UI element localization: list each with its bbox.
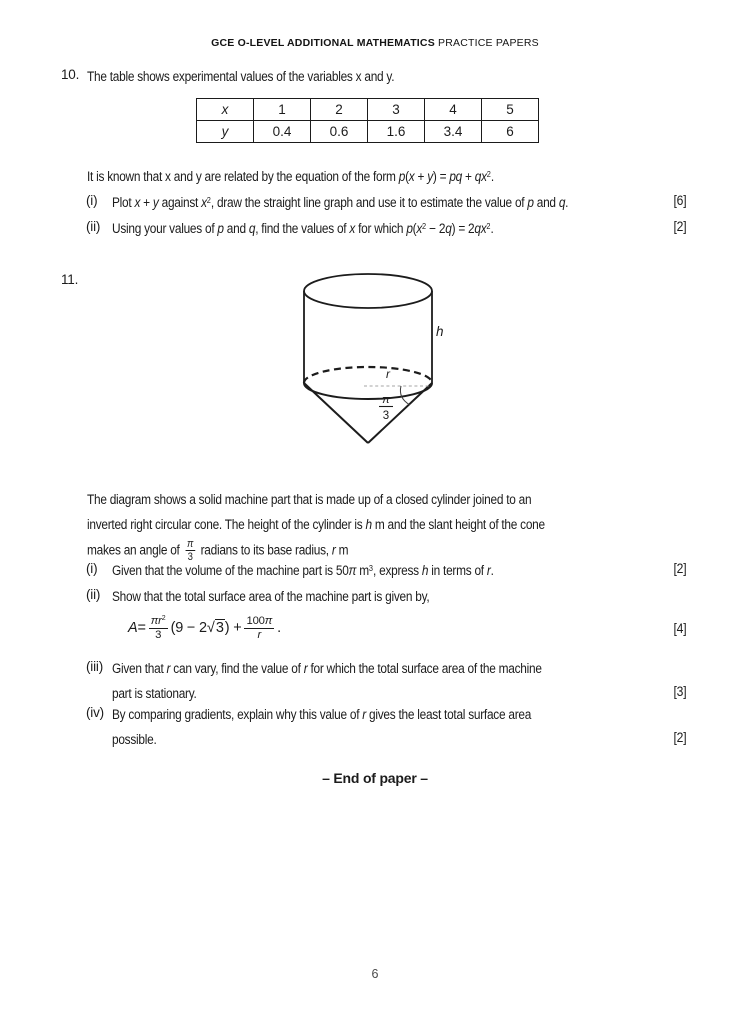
text-run: (9 − 2 — [170, 620, 207, 636]
experimental-values-table — [196, 98, 539, 143]
fraction — [244, 615, 274, 642]
value-cell: 2 — [311, 99, 368, 121]
q10-item-i-marks: [6] — [673, 193, 686, 208]
text-run: − 2 — [426, 221, 446, 236]
text-run: + — [140, 195, 153, 210]
text-run: r — [166, 661, 171, 676]
table-row — [197, 99, 539, 121]
angle-fraction-denominator: 3 — [382, 410, 390, 422]
page-number: 6 — [371, 967, 379, 981]
text-run: pq — [449, 169, 463, 184]
q11-item-iii-text-line-1 — [112, 659, 542, 679]
text-run: Using your values of — [112, 221, 218, 236]
value-cell: 0.6 — [311, 121, 368, 143]
text-run: GCE O-LEVEL ADDITIONAL MATHEMATICS — [211, 37, 435, 49]
text-run: , find the values of — [255, 221, 350, 236]
text-run: The diagram shows a solid machine part that is made up of a closed cylinder joined to an — [87, 492, 532, 507]
text-run: m — [335, 542, 349, 558]
q11-item-i-marker: (i) — [86, 561, 98, 576]
text-run: ( — [405, 169, 409, 184]
value-cell: 5 — [482, 99, 539, 121]
text-run: r — [158, 614, 162, 627]
fraction — [185, 538, 195, 564]
q11-item-ii-text — [112, 587, 429, 607]
q10-item-ii-marker: (ii) — [86, 219, 101, 234]
text-run: π — [348, 563, 357, 578]
q11-item-ii-marker: (ii) — [86, 587, 101, 602]
cylinder-bottom-front-arc — [304, 383, 432, 399]
value-cell: 4 — [425, 99, 482, 121]
q10-item-ii-marks: [2] — [673, 219, 686, 234]
text-run: makes an angle of — [87, 542, 183, 558]
text-run: p — [217, 221, 224, 236]
text-run: for which the total surface area of the machine — [307, 661, 542, 676]
text-run: 3 — [368, 562, 374, 573]
text-run: By comparing gradients, explain why this value of — [112, 707, 363, 722]
text-run: 2 — [422, 220, 427, 231]
question-11-number: 11. — [61, 272, 79, 287]
text-run: π — [264, 614, 273, 627]
text-run: p — [406, 221, 413, 236]
angle-fraction-numerator: π — [382, 394, 390, 406]
text-run: p — [398, 169, 406, 184]
text-run: r — [303, 661, 308, 676]
q11-description-line-2 — [87, 515, 545, 535]
text-run: , draw the straight line graph and use it to estimate the value of — [210, 195, 528, 210]
text-run: . — [565, 195, 569, 210]
value-cell: 3 — [368, 99, 425, 121]
text-run: against — [158, 195, 202, 210]
text-run: π — [187, 538, 194, 550]
cylinder-top-ellipse — [304, 274, 432, 308]
row-header-cell: x — [197, 99, 254, 121]
q11-description-line-3 — [87, 538, 348, 564]
text-run: 3 — [187, 551, 193, 564]
value-cell: 1.6 — [368, 121, 425, 143]
text-run: can vary, find the value of — [170, 661, 304, 676]
text-run: Plot — [112, 195, 135, 210]
text-run: x — [349, 221, 356, 236]
cylinder-bottom-back-arc-dashed — [304, 367, 432, 383]
q11-item-iv-marker: (iv) — [86, 705, 104, 720]
text-run: PRACTICE PAPERS — [434, 37, 539, 49]
text-run: . — [490, 563, 494, 578]
value-cell: 0.4 — [254, 121, 311, 143]
square-root: √3 — [206, 620, 224, 636]
text-run: h — [365, 517, 372, 532]
fraction — [149, 615, 168, 642]
text-run: ) + — [224, 620, 242, 636]
text-run: r — [486, 563, 491, 578]
question-10-number: 10. — [61, 67, 80, 82]
text-run: x — [408, 169, 415, 184]
q11-item-i-marks: [2] — [673, 561, 686, 576]
end-of-paper-note: – End of paper – — [322, 770, 428, 786]
q11-description-line-1 — [87, 490, 531, 510]
text-run: Given that the volume of the machine part is 50 — [112, 563, 349, 578]
text-run: Show that the total surface area of the machine part is given by, — [112, 589, 430, 604]
text-run: inverted right circular cone. The height of the cylinder is — [87, 517, 366, 532]
text-run: . — [490, 221, 494, 236]
text-run: x — [416, 221, 423, 236]
text-run: It is known that x and y are related by the equation of the form — [87, 169, 399, 184]
q11-item-iii-marks: [3] — [673, 684, 686, 699]
text-run: π — [150, 614, 159, 627]
text-run: . — [277, 620, 281, 636]
text-run: x — [134, 195, 141, 210]
value-cell: 3.4 — [425, 121, 482, 143]
q11-item-iv-text-line-2 — [112, 730, 157, 750]
page-header — [0, 37, 750, 49]
text-run: qx — [474, 221, 487, 236]
text-run: q — [445, 221, 452, 236]
value-cell: 6 — [482, 121, 539, 143]
text-run: p — [527, 195, 534, 210]
text-run: 2 — [206, 194, 211, 205]
q11-item-iii-text-line-2 — [112, 684, 197, 704]
text-run: q — [248, 221, 256, 236]
text-run: = — [137, 620, 146, 636]
cone-left-slant — [304, 383, 368, 443]
q11-equation-marks: [4] — [673, 621, 686, 636]
text-run: and — [533, 195, 559, 210]
q11-item-iv-marks: [2] — [673, 730, 686, 745]
text-run: y — [152, 195, 159, 210]
text-run: gives the least total surface area — [365, 707, 532, 722]
q10-item-ii-text — [112, 219, 494, 240]
text-run: in terms of — [428, 563, 487, 578]
row-header-cell: y — [197, 121, 254, 143]
q11-item-i-text — [112, 561, 494, 582]
q10-relation-statement — [87, 167, 494, 188]
text-run: ) = — [432, 169, 450, 184]
radius-label: r — [386, 367, 390, 381]
text-run: Given that — [112, 661, 167, 676]
text-run: h — [421, 563, 429, 578]
text-run: , express — [373, 563, 422, 578]
text-run: possible. — [112, 732, 157, 747]
cylinder-cone-diagram — [300, 270, 450, 450]
text-run: A — [128, 620, 138, 636]
q10-item-i-text — [112, 193, 568, 214]
text-run: for which — [355, 221, 407, 236]
text-run: 3 — [155, 628, 162, 641]
question-10-intro: The table shows experimental values of the variables x and y. — [87, 69, 395, 84]
text-run: ( — [412, 221, 417, 236]
q11-item-iii-marker: (iii) — [86, 659, 103, 674]
text-run: x — [201, 195, 207, 210]
text-run: + — [462, 169, 475, 184]
text-run: 2 — [486, 168, 491, 179]
text-run: r — [331, 542, 336, 558]
text-run: . — [490, 169, 494, 184]
text-run: y — [427, 169, 433, 184]
text-run: ) = 2 — [451, 221, 475, 236]
text-run: 2 — [486, 220, 491, 231]
text-run: r — [257, 628, 262, 641]
text-run: 2 — [161, 615, 166, 622]
text-run: part is stationary. — [112, 686, 197, 701]
text-run: radians to its base radius, — [197, 542, 332, 558]
value-cell: 1 — [254, 99, 311, 121]
text-run: + — [414, 169, 428, 184]
text-run: 100 — [246, 614, 265, 627]
q10-item-i-marker: (i) — [86, 193, 98, 208]
text-run: r — [362, 707, 366, 722]
text-run: and — [223, 221, 249, 236]
text-run: q — [558, 195, 566, 210]
q11-item-iv-text-line-1 — [112, 705, 531, 725]
text-run: qx — [474, 169, 487, 184]
height-label: h — [436, 324, 444, 339]
text-run: m — [356, 563, 369, 578]
table-row — [197, 121, 539, 143]
text-run: m and the slant height of the cone — [371, 517, 545, 532]
surface-area-equation — [128, 608, 281, 648]
